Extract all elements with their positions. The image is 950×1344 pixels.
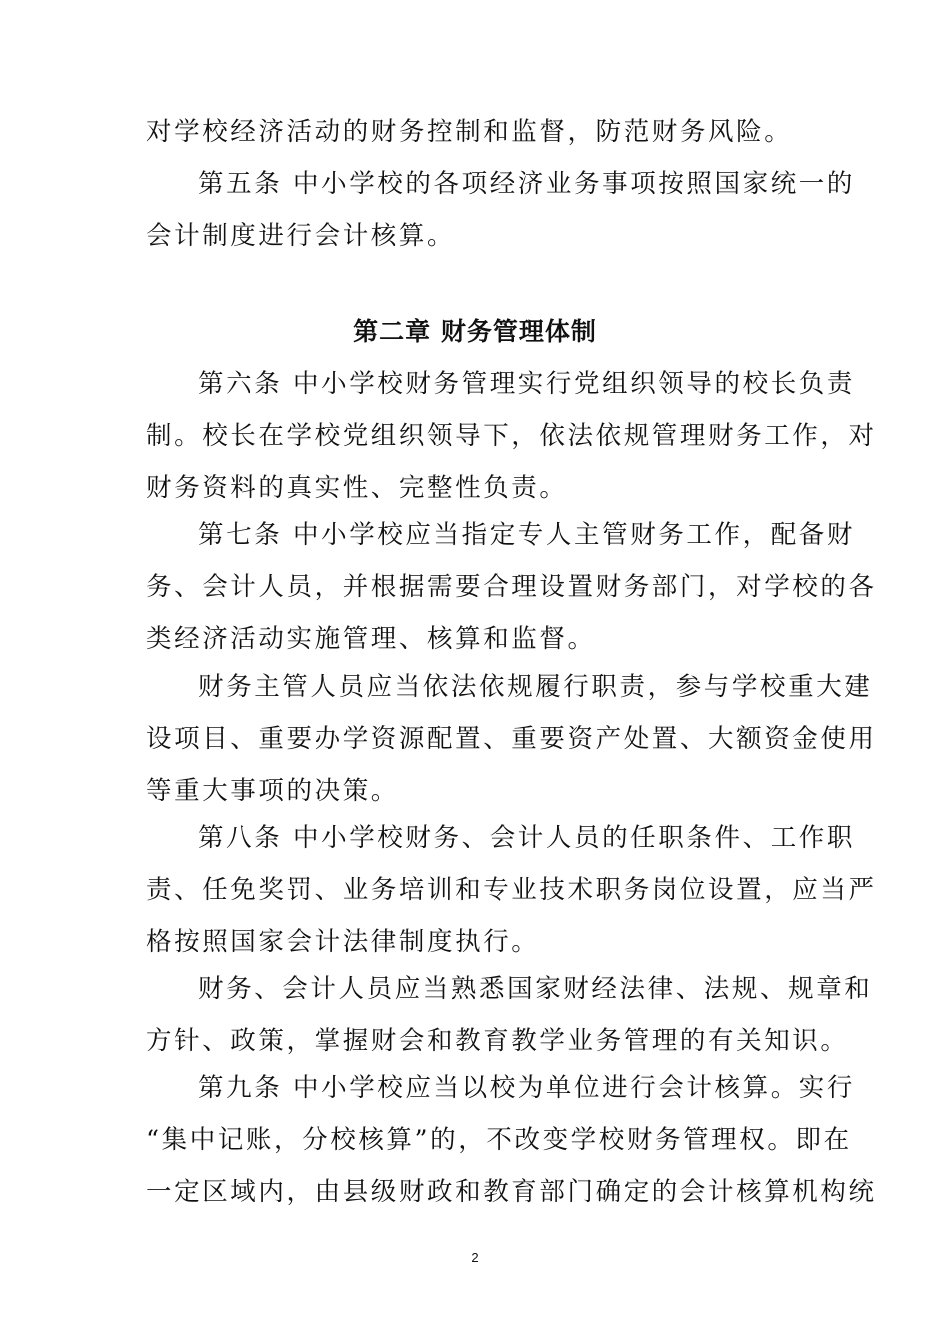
text-line: 财务资料的真实性、完整性负责。 xyxy=(146,473,568,503)
text-line: 财务主管人员应当依法依规履行职责，参与学校重大建 xyxy=(198,672,873,702)
text-line: 设项目、重要办学资源配置、重要资产处置、大额资金使用 xyxy=(146,724,877,754)
text-line: 一定区域内，由县级财政和教育部门确定的会计核算机构统 xyxy=(146,1177,877,1207)
text-line: 类经济活动实施管理、核算和监督。 xyxy=(146,624,596,654)
text-line: 制。校长在学校党组织领导下，依法依规管理财务工作，对 xyxy=(146,421,877,451)
text-line: 第七条 中小学校应当指定专人主管财务工作，配备财 xyxy=(198,520,856,550)
text-line: 方针、政策，掌握财会和教育教学业务管理的有关知识。 xyxy=(146,1026,849,1056)
text-line: 格按照国家会计法律制度执行。 xyxy=(146,927,540,957)
text-line: 第五条 中小学校的各项经济业务事项按照国家统一的 xyxy=(198,169,856,199)
text-line: 责、任免奖罚、业务培训和专业技术职务岗位设置，应当严 xyxy=(146,875,877,905)
text-line: 财务、会计人员应当熟悉国家财经法律、法规、规章和 xyxy=(198,974,873,1004)
text-line: “集中记账，分校核算”的，不改变学校财务管理权。即在 xyxy=(146,1125,852,1155)
text-line: 等重大事项的决策。 xyxy=(146,776,399,806)
text-line: 第六条 中小学校财务管理实行党组织领导的校长负责 xyxy=(198,369,856,399)
chapter-heading: 第二章 财务管理体制 xyxy=(353,317,597,346)
text-line: 第九条 中小学校应当以校为单位进行会计核算。实行 xyxy=(198,1073,856,1103)
page-number: 2 xyxy=(471,1250,479,1265)
text-line: 会计制度进行会计核算。 xyxy=(146,221,456,251)
text-line: 对学校经济活动的财务控制和监督，防范财务风险。 xyxy=(146,117,793,147)
text-line: 第八条 中小学校财务、会计人员的任职条件、工作职 xyxy=(198,823,856,853)
text-line: 务、会计人员，并根据需要合理设置财务部门，对学校的各 xyxy=(146,572,877,602)
